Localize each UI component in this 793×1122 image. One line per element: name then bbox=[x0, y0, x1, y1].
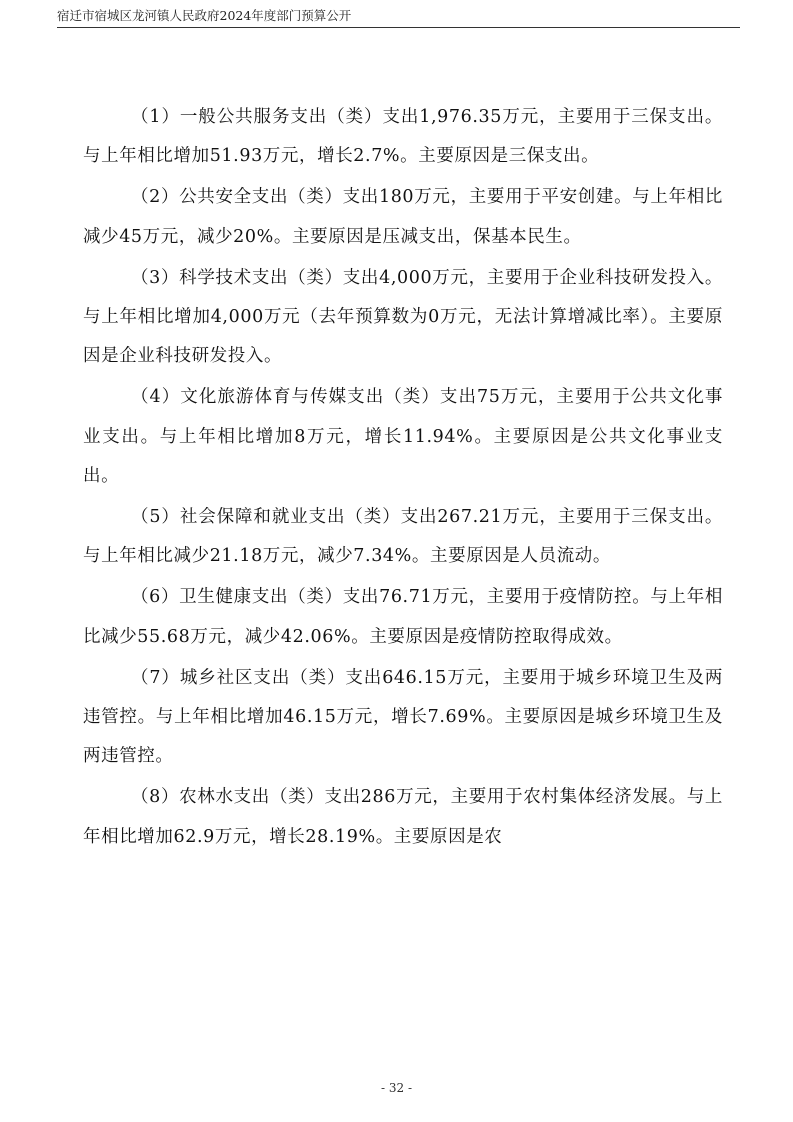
paragraph-agriculture-forestry-water: （8）农林水支出（类）支出286万元，主要用于农村集体经济发展。与上年相比增加62.9万元，增长28.19%。主要原因是农 bbox=[83, 787, 723, 847]
paragraph-public-safety: （2）公共安全支出（类）支出180万元，主要用于平安创建。与上年相比减少45万元，减少20%。主要原因是压减支出，保基本民生。 bbox=[83, 187, 723, 247]
paragraph-science-technology: （3）科学技术支出（类）支出4,000万元，主要用于企业科技研发投入。与上年相比增加4,000万元（去年预算数为0万元，无法计算增减比率）。主要原因是企业科技研发投入。 bbox=[83, 267, 723, 367]
paragraph-health: （6）卫生健康支出（类）支出76.71万元，主要用于疫情防控。与上年相比减少55.68万元，减少42.06%。主要原因是疫情防控取得成效。 bbox=[83, 587, 723, 647]
header-divider bbox=[57, 27, 740, 28]
paragraph-culture-tourism-sports-media: （4）文化旅游体育与传媒支出（类）支出75万元，主要用于公共文化事业支出。与上年相比增加8万元，增长11.94%。主要原因是公共文化事业支出。 bbox=[83, 387, 723, 486]
document-body bbox=[83, 98, 723, 859]
paragraph-urban-rural-community: （7）城乡社区支出（类）支出646.15万元，主要用于城乡环境卫生及两违管控。与上年相比增加46.15万元，增长7.69%。主要原因是城乡环境卫生及两违管控。 bbox=[83, 667, 723, 767]
page-header-title: 宿迁市宿城区龙河镇人民政府2024年度部门预算公开 bbox=[57, 8, 352, 23]
paragraph-general-public-services: （1）一般公共服务支出（类）支出1,976.35万元，主要用于三保支出。与上年相比增加51.93万元，增长2.7%。主要原因是三保支出。 bbox=[83, 107, 723, 167]
page-number: - 32 - bbox=[380, 1081, 412, 1095]
paragraph-social-security-employment: （5）社会保障和就业支出（类）支出267.21万元，主要用于三保支出。与上年相比减少21.18万元，减少7.34%。主要原因是人员流动。 bbox=[83, 507, 723, 567]
